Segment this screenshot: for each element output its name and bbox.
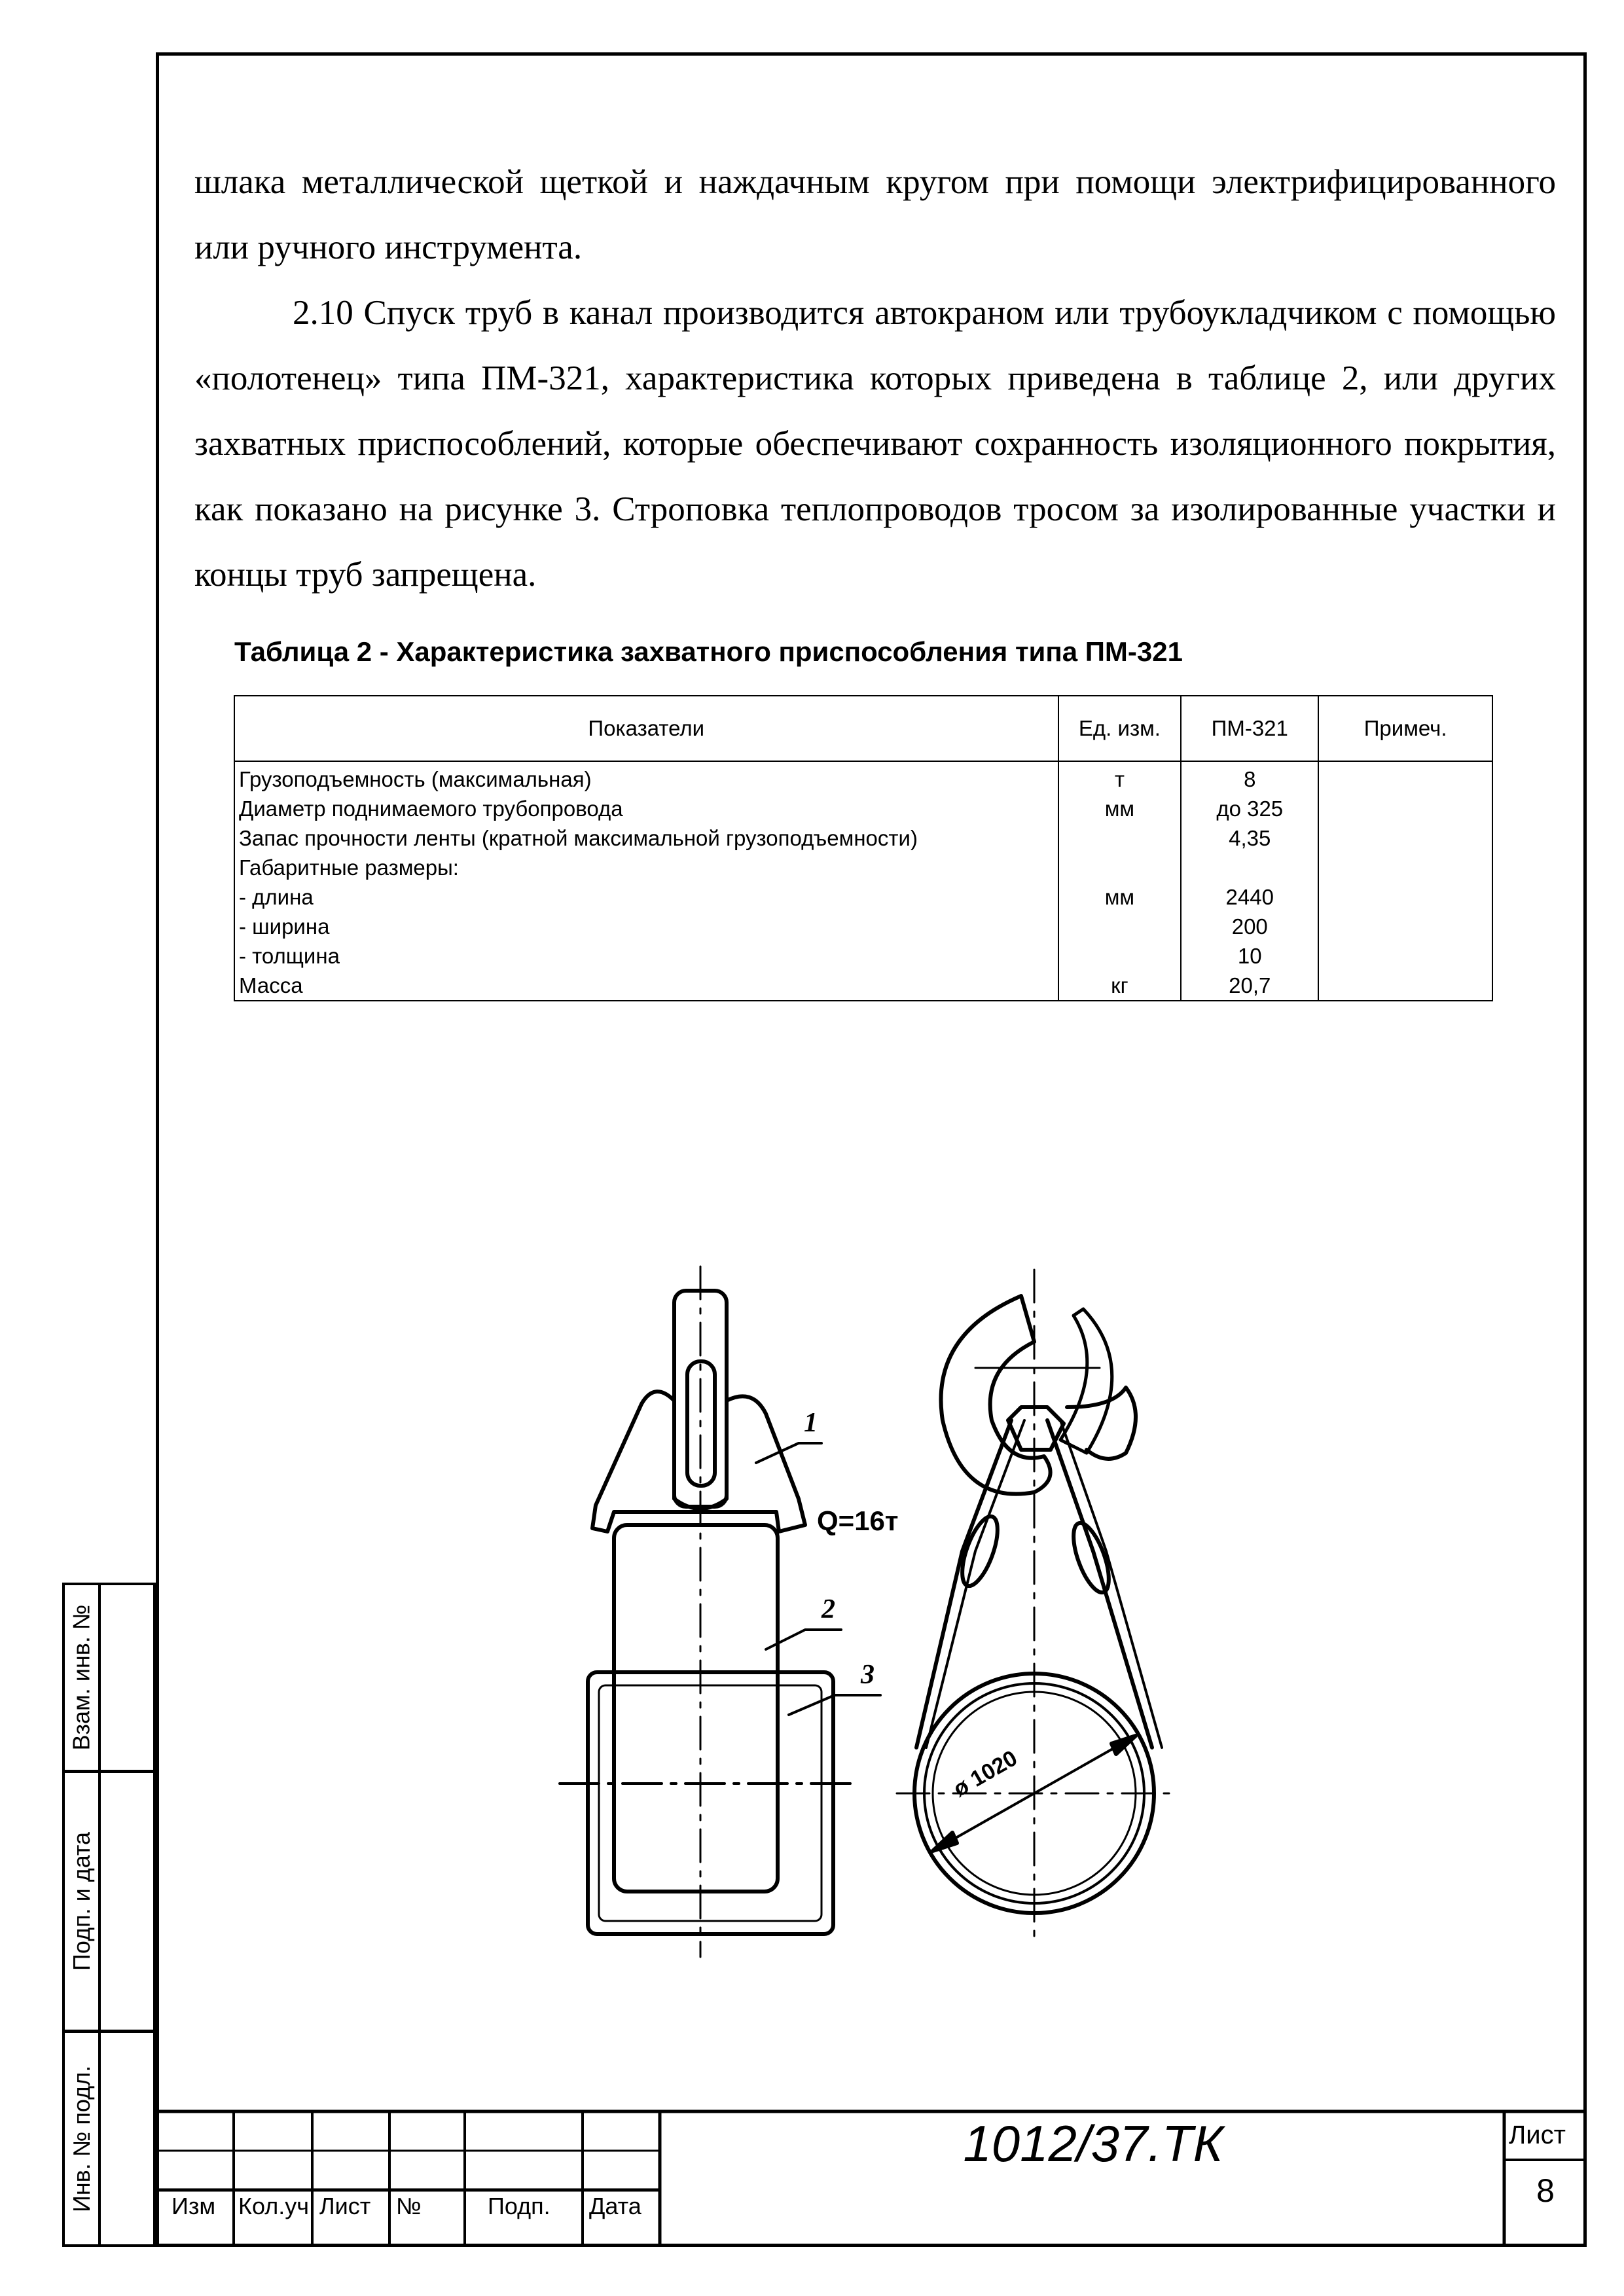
tb-num: № xyxy=(396,2193,422,2219)
row-unit: кг xyxy=(1058,971,1182,1001)
row-value: 2440 xyxy=(1181,882,1318,912)
row-name: Диаметр поднимаемого трубопровода xyxy=(234,794,1058,823)
row-value: 10 xyxy=(1181,941,1318,971)
tb-kol: Кол.уч xyxy=(238,2193,309,2219)
tb-sheet-label: Лист xyxy=(1509,2121,1566,2149)
tb-sheet-number: 8 xyxy=(1536,2172,1555,2209)
row-name: - длина xyxy=(234,882,1058,912)
row-unit: мм xyxy=(1058,882,1182,912)
tb-podp: Подп. xyxy=(488,2193,550,2219)
row-value: 20,7 xyxy=(1181,971,1318,1001)
paragraph-2-10: 2.10 Спуск труб в канал производится автокраном или трубоукладчиком с помощью «полотенец» типа ПМ-321, характеристика которых приведена в таблице 2, или других захватных приспособлений, которые обеспечивают сохранность изоляционного покрытия, как показано на рисунке 3. Строповка теплопроводов тросом за изолированные участки и концы труб запрещена. xyxy=(194,294,1556,594)
header-unit: Ед. изм. xyxy=(1058,696,1182,761)
row-unit: т xyxy=(1058,761,1182,794)
row-name: Грузоподъемность (максимальная) xyxy=(234,761,1058,794)
tb-data: Дата xyxy=(589,2193,641,2219)
side-label-podp: Подп. и дата xyxy=(68,1831,95,1971)
table-caption: Таблица 2 - Характеристика захватного приспособления типа ПМ-321 xyxy=(234,636,1183,667)
side-label-vzam: Взам. инв. № xyxy=(68,1604,95,1751)
diameter-label: ø 1020 xyxy=(949,1746,1022,1802)
side-label-inv: Инв. № подл. xyxy=(68,2065,95,2212)
label-1: 1 xyxy=(804,1408,818,1438)
row-name: - толщина xyxy=(234,941,1058,971)
row-name: Запас прочности ленты (кратной максимальной грузоподъемности) xyxy=(234,823,1058,853)
document-code: 1012/37.ТК xyxy=(963,2115,1223,2172)
label-2: 2 xyxy=(821,1594,835,1624)
row-value: до 325 xyxy=(1181,794,1318,823)
header-note: Примеч. xyxy=(1318,696,1492,761)
row-value: 200 xyxy=(1181,912,1318,941)
header-pm321: ПМ-321 xyxy=(1181,696,1318,761)
row-name: - ширина xyxy=(234,912,1058,941)
row-name: Габаритные размеры: xyxy=(234,853,1058,882)
row-value: 8 xyxy=(1181,761,1318,794)
row-name: Масса xyxy=(234,971,1058,1001)
tb-izm: Изм xyxy=(171,2193,216,2219)
row-unit: мм xyxy=(1058,794,1182,823)
row-value: 4,35 xyxy=(1181,823,1318,853)
header-indicators: Показатели xyxy=(234,696,1058,761)
paragraph-continued: шлака металлической щеткой и наждачным кругом при помощи электрифицированного или ручного инструмента. xyxy=(194,163,1556,266)
load-label: Q=16т xyxy=(817,1505,899,1536)
tb-list: Лист xyxy=(319,2193,371,2219)
label-3: 3 xyxy=(861,1660,875,1690)
